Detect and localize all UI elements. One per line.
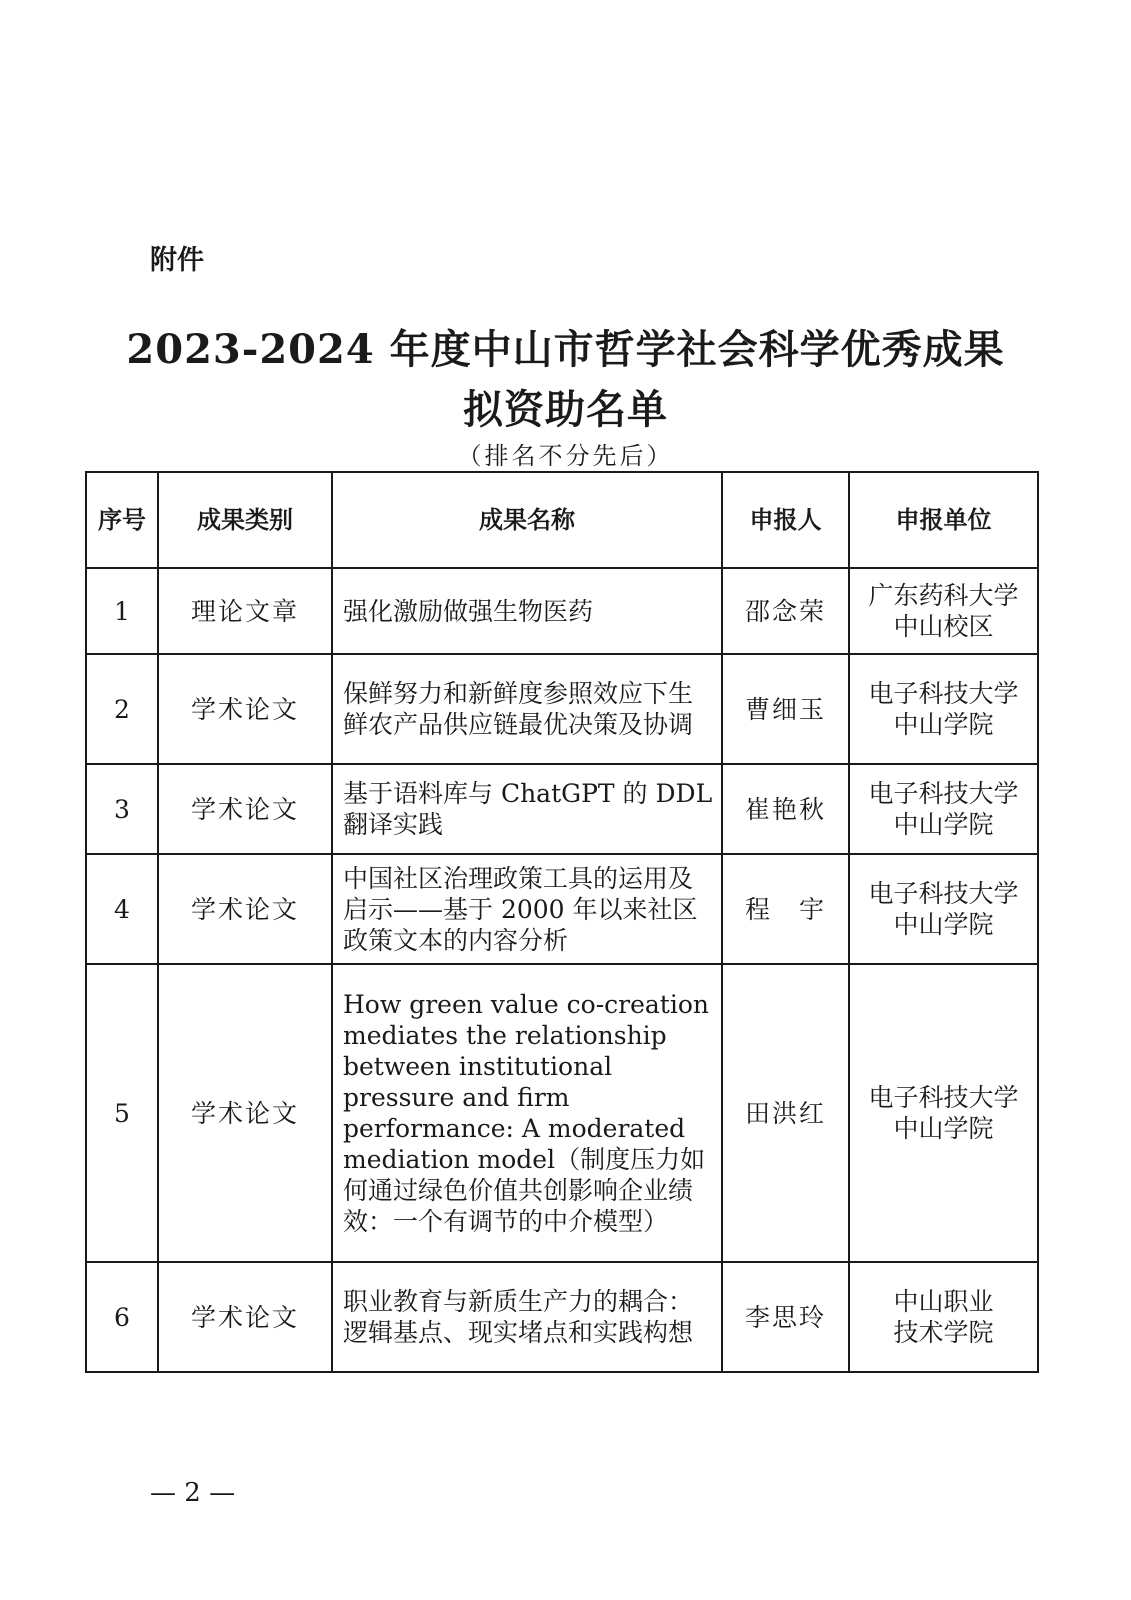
table-row: [86, 764, 1038, 854]
row-category: 学术论文: [158, 964, 332, 1262]
row-applicant: 邵念荣: [722, 568, 849, 654]
row-unit: 电子科技大学 中山学院: [849, 654, 1038, 764]
table-row: [86, 654, 1038, 764]
row-name: 基于语料库与 ChatGPT 的 DDL 翻译实践: [332, 764, 722, 854]
funding-list-table: [85, 471, 1039, 1373]
row-unit: 电子科技大学 中山学院: [849, 764, 1038, 854]
page-title-line-2: 拟资助名单: [463, 386, 668, 433]
row-name: 中国社区治理政策工具的运用及启示——基于 2000 年以来社区政策文本的内容分析: [332, 854, 722, 964]
row-no: 6: [86, 1262, 158, 1372]
row-category: 学术论文: [158, 1262, 332, 1372]
row-name: 强化激励做强生物医药: [332, 568, 722, 654]
page-title-line-1: 2023-2024 年度中山市哲学社会科学优秀成果: [126, 326, 1005, 373]
table-header-row: [86, 472, 1038, 568]
row-unit: 广东药科大学 中山校区: [849, 568, 1038, 654]
page-number: — 2 —: [150, 1478, 236, 1508]
row-category: 学术论文: [158, 854, 332, 964]
row-name: 职业教育与新质生产力的耦合：逻辑基点、现实堵点和实践构想: [332, 1262, 722, 1372]
row-no: 4: [86, 854, 158, 964]
row-category: 学术论文: [158, 764, 332, 854]
row-unit: 电子科技大学 中山学院: [849, 964, 1038, 1262]
table-row: [86, 964, 1038, 1262]
row-no: 3: [86, 764, 158, 854]
row-applicant: 田洪红: [722, 964, 849, 1262]
row-no: 1: [86, 568, 158, 654]
row-applicant: 程 宇: [722, 854, 849, 964]
row-category: 理论文章: [158, 568, 332, 654]
row-category: 学术论文: [158, 654, 332, 764]
header-no: 序号: [86, 472, 158, 568]
header-category: 成果类别: [158, 472, 332, 568]
row-unit: 中山职业 技术学院: [849, 1262, 1038, 1372]
row-no: 2: [86, 654, 158, 764]
row-applicant: 曹细玉: [722, 654, 849, 764]
header-unit: 申报单位: [849, 472, 1038, 568]
header-applicant: 申报人: [722, 472, 849, 568]
table-row: [86, 854, 1038, 964]
row-name: 保鲜努力和新鲜度参照效应下生鲜农产品供应链最优决策及协调: [332, 654, 722, 764]
table-row: [86, 568, 1038, 654]
row-unit: 电子科技大学 中山学院: [849, 854, 1038, 964]
header-name: 成果名称: [332, 472, 722, 568]
attachment-label: 附件: [150, 245, 204, 276]
row-applicant: 李思玲: [722, 1262, 849, 1372]
row-no: 5: [86, 964, 158, 1262]
ranking-note: （排名不分先后）: [457, 442, 674, 470]
row-applicant: 崔艳秋: [722, 764, 849, 854]
row-name: How green value co-creation mediates the relationship between institutional pressure and firm performance: A moderated mediation model（制度压力如何通过绿色价值共创影响企业绩效：一个有调节的中介模型）: [332, 964, 722, 1262]
table-row: [86, 1262, 1038, 1372]
